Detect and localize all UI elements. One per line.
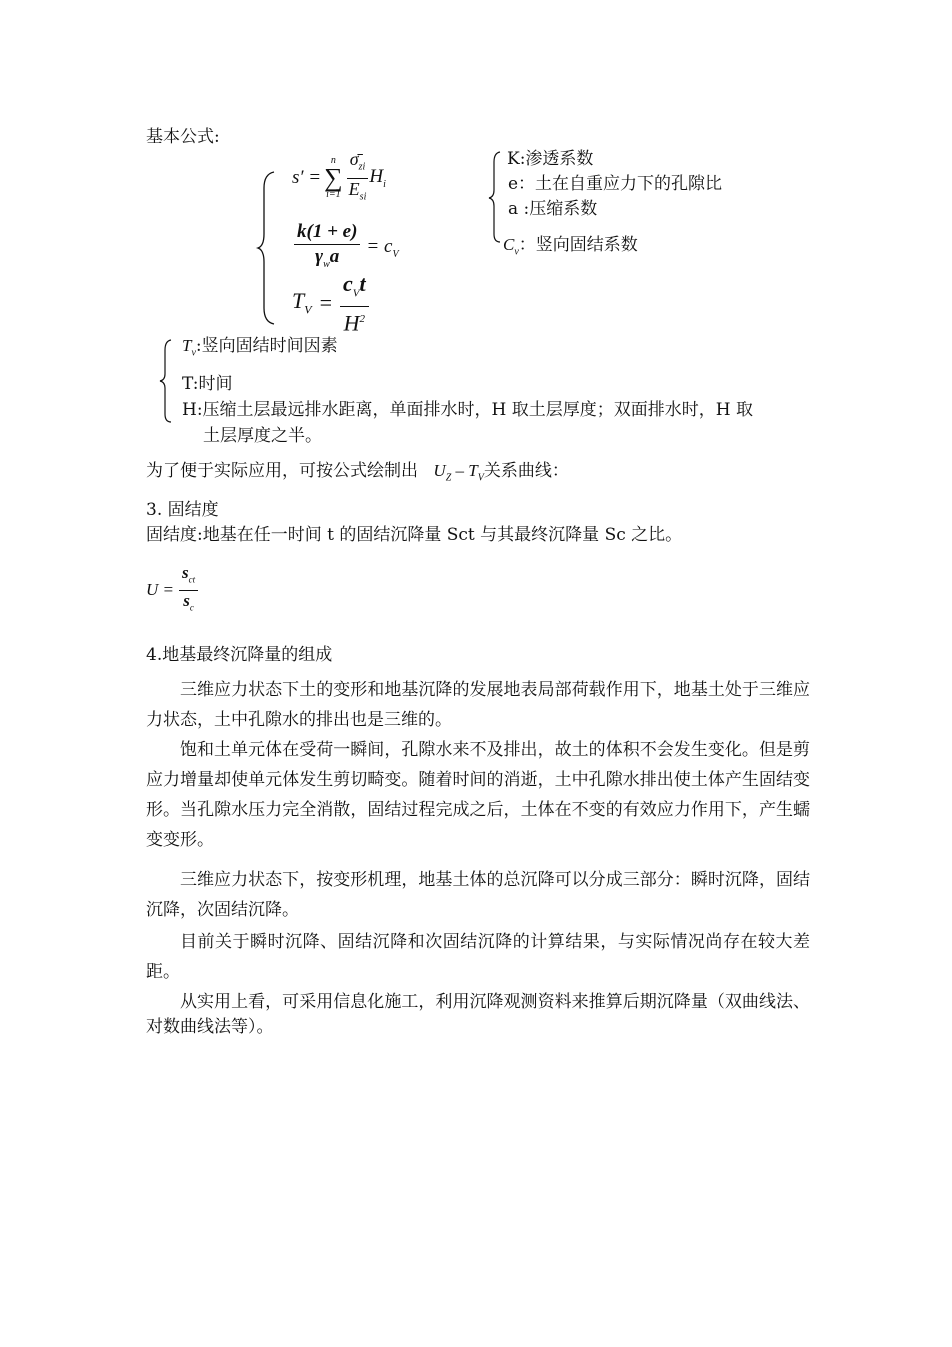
eq3-lhs: T [292, 288, 305, 314]
legend-t: T:时间 [182, 374, 233, 394]
curve-after: 关系曲线： [483, 461, 569, 481]
eq3-num-t: t [359, 270, 366, 296]
eq1-den: E [348, 178, 360, 199]
equation-u [146, 563, 198, 614]
eqU-den: s [183, 590, 190, 610]
equation-cv [294, 222, 399, 274]
eq2-den-a: a [329, 245, 340, 267]
legend-e: e：土在自重应力下的孔隙比 [508, 174, 723, 194]
equation-settlement [292, 150, 386, 206]
equation-tv [292, 270, 369, 336]
eqU-lhs: U = [146, 580, 174, 599]
eq2-den-gamma: γ [315, 245, 324, 267]
legend-cv-sub: v [514, 246, 519, 258]
eq2-fraction [294, 220, 360, 277]
eq1-den-sub: si [359, 191, 367, 203]
eq3-den: H [343, 310, 360, 336]
eq1-sum-top: n [330, 155, 336, 166]
legend-tv [182, 336, 338, 363]
curve-sentence [146, 461, 569, 488]
legend-tv-symbol: T [182, 336, 192, 355]
eq1-sum [324, 156, 343, 200]
eq3-fraction [340, 271, 369, 336]
legend2-brace [158, 338, 172, 424]
legend-h-line2: 土层厚度之半。 [203, 426, 322, 446]
eqU-fraction [179, 563, 198, 617]
curve-u: U [433, 461, 446, 480]
eq2-den-sub: w [323, 258, 330, 270]
eq1-num-sub: zi [358, 161, 366, 173]
eq1-sum-bottom: i=1 [326, 189, 341, 200]
paragraph-3: 三维应力状态下，按变形机理，地基土体的总沉降可以分成三部分：瞬时沉降，固结沉降，次固结沉降。 [146, 870, 810, 920]
eq2-rhs-sub: V [392, 248, 399, 260]
section4-title: 4.地基最终沉降量的组成 [146, 645, 333, 665]
legend-k: K:渗透系数 [507, 149, 594, 169]
legend-a: a :压缩系数 [508, 199, 598, 219]
curve-t: T [468, 461, 478, 480]
eq3-equals: = [319, 290, 333, 315]
legend-h-line1: H:压缩土层最远排水距离，单面排水时，H 取土层厚度；双面排水时，H 取 [182, 400, 754, 420]
eq1-tail: H [369, 166, 384, 188]
legend-cv-symbol: C [503, 235, 515, 254]
formula-brace [256, 170, 276, 326]
eqU-num-sub: ct [188, 574, 196, 585]
eq3-num: c [343, 270, 353, 296]
eq3-lhs-sub: V [304, 302, 312, 317]
legend-tv-text: :竖向固结时间因素 [195, 336, 338, 356]
paragraph-1: 三维应力状态下土的变形和地基沉降的发展地表局部荷载作用下，地基土处于三维应力状态，土中孔隙水的排出也是三维的。 [146, 680, 810, 730]
formula-heading: 基本公式: [146, 127, 220, 147]
paragraph-2: 饱和土单元体在受荷一瞬间，孔隙水来不及排出，故土的体积不会发生变化。但是剪应力增量却使单元体发生剪切畸变。随着时间的消逝，土中孔隙水排出使土体产生固结变形。当孔隙水压力完全消散，固结过程完成之后，土体在不变的有效应力作用下，产生蠕变变形。 [146, 740, 810, 850]
section3-definition: 固结度:地基在任一时间 t 的固结沉降量 Sct 与其最终沉降量 Sc 之比。 [146, 525, 683, 545]
eq3-num-sub: V [352, 287, 360, 300]
eq1-sum-symbol: ∑ [324, 163, 343, 192]
paragraph-4: 目前关于瞬时沉降、固结沉降和次固结沉降的计算结果，与实际情况尚存在较大差距。 [146, 932, 810, 982]
eq1-lhs: s′ = [292, 167, 322, 188]
eq1-num: σ̄ [349, 148, 359, 169]
eq1-fraction [346, 149, 370, 207]
legend-cv [503, 235, 638, 262]
legend-cv-text: ：竖向固结系数 [518, 235, 638, 255]
curve-t-sub: V [477, 472, 484, 484]
eq2-num: k(1 + e) [294, 220, 360, 245]
eq3-den-sup: 2 [359, 313, 366, 326]
paragraph-5: 从实用上看，可采用信息化施工，利用沉降观测资料来推算后期沉降量（双曲线法、对数曲线法等）。 [146, 992, 810, 1037]
curve-before: 为了便于实际应用，可按公式绘制出 [146, 461, 418, 481]
curve-u-sub: Z [445, 472, 452, 484]
curve-dash: – [451, 461, 469, 480]
legend1-brace [487, 150, 501, 244]
eqU-den-sub: c [189, 601, 194, 612]
eqU-num: s [182, 563, 189, 583]
eq1-tail-sub: i [383, 178, 386, 190]
legend-tv-sub: v [191, 347, 196, 359]
section3-title: 3. 固结度 [146, 500, 219, 520]
eq2-rhs: = c [366, 236, 393, 258]
